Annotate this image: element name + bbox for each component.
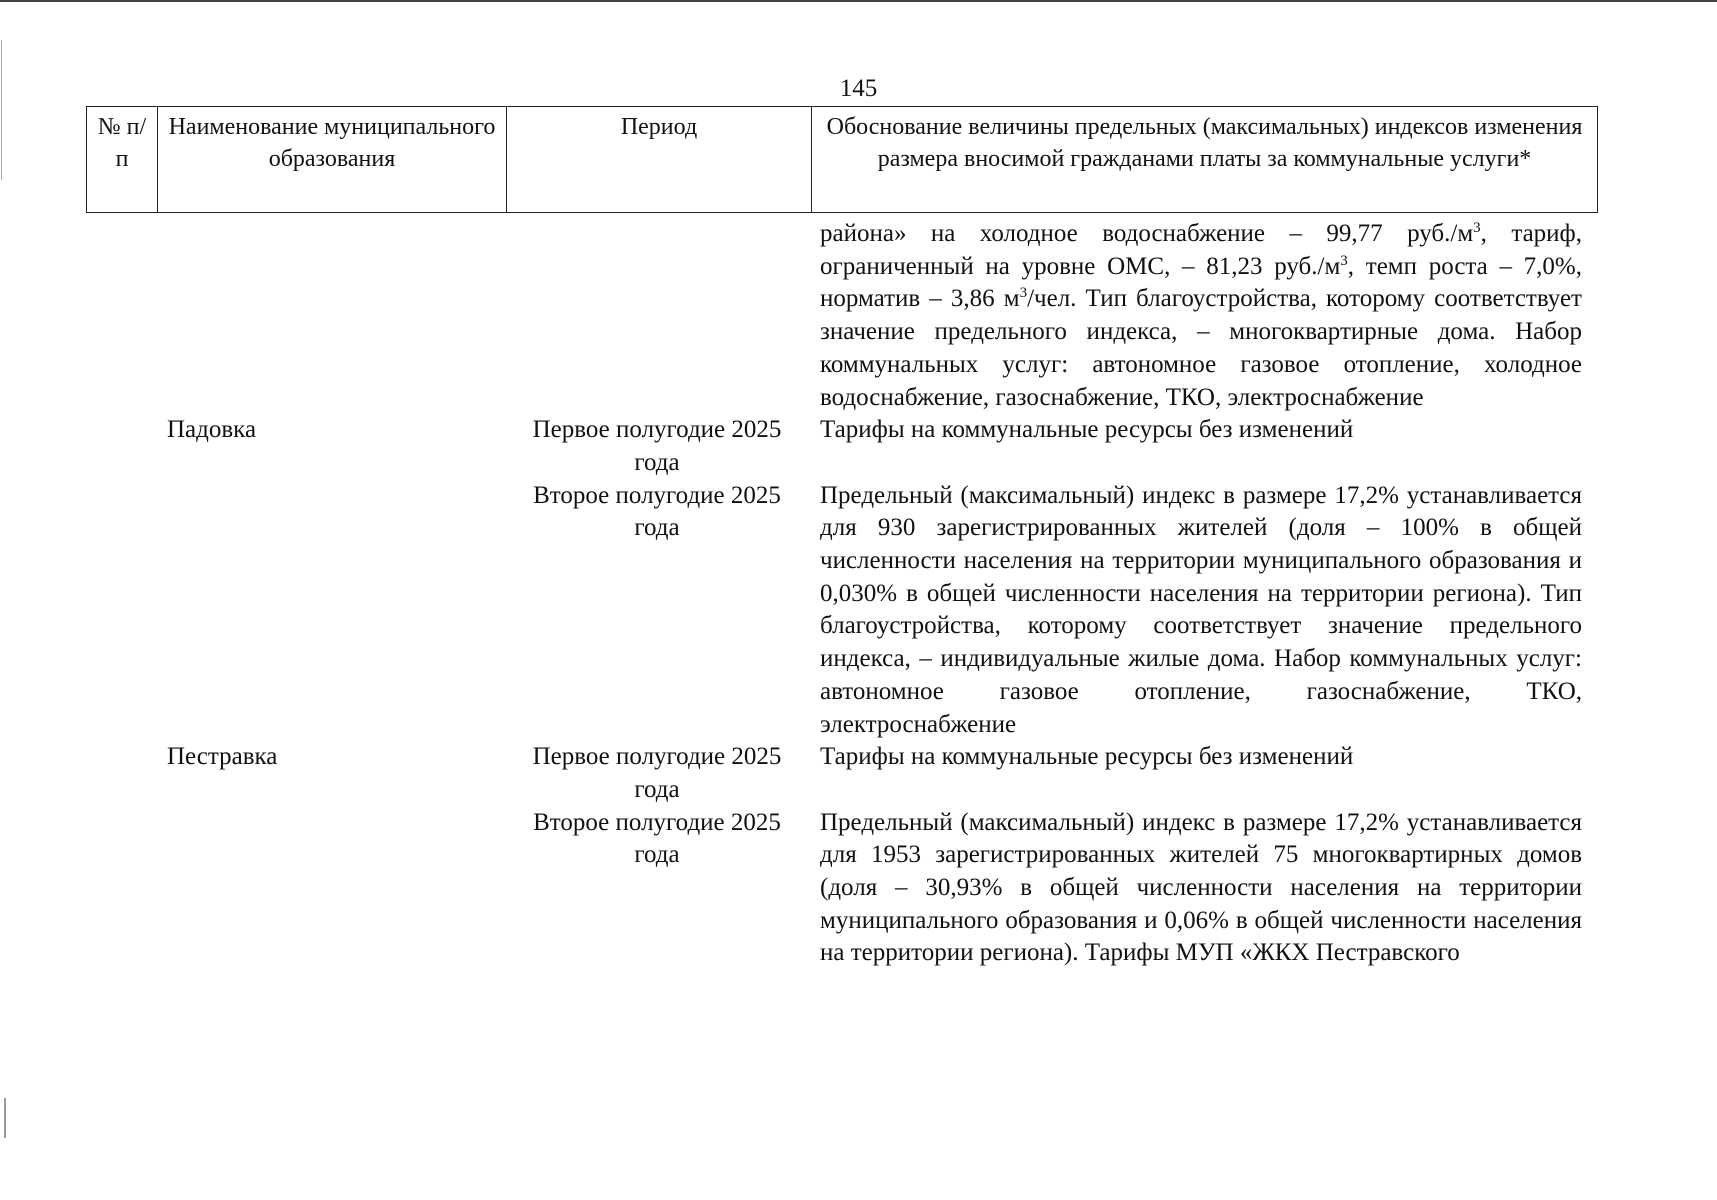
header-col-basis: Обоснование величины предельных (максимальных) индексов изменения размера вносимой гражданами платы за коммунальные услуги* bbox=[812, 107, 1598, 213]
scan-top-edge bbox=[0, 0, 1717, 2]
period-first-half: Первое полугодие 2025 года bbox=[532, 416, 782, 476]
superscript-cubic-3: 3 bbox=[1019, 285, 1028, 302]
table-row bbox=[0, 414, 1717, 479]
page-number: 145 bbox=[839, 75, 878, 102]
basis-second-half: Предельный (максимальный) индекс в размере 17,2% устанавливается для 1953 зарегистрированных жителей 75 многоквартирных домов (доля – 30,93% в общей численности населения на территории муниципального образования и 0,06% в общей численности населения на территории региона). Тарифы МУП «ЖКХ Пестравского bbox=[820, 808, 1582, 967]
basis-second-half: Предельный (максимальный) индекс в размере 17,2% устанавливается для 930 зарегистрированных жителей (доля – 100% в общей численности населения на территории муниципального образования и 0,030% в общей численности населения на территории региона). Тип благоустройства, которому соответствует значение предельного индекса, – индивидуальные жилые дома. Набор коммунальных услуг: автономное газовое отопление, газоснабжение, ТКО, электроснабжение bbox=[820, 481, 1582, 738]
continuation-part-1: района» на холодное водоснабжение – 99,77 руб./м bbox=[820, 220, 1474, 247]
header-col-municipality: Наименование муниципального образования bbox=[158, 107, 507, 213]
period-second-half: Второе полугодие 2025 года bbox=[533, 808, 781, 869]
table-header bbox=[86, 106, 1598, 213]
table-row bbox=[0, 807, 1717, 971]
continuation-text bbox=[820, 218, 1582, 414]
continuation-part-3: , темп роста – 7,0%, норматив – 3,86 м bbox=[820, 252, 1583, 313]
continuation-part-2: , тариф, ограниченный на уровне ОМС, – 81,23 руб./м bbox=[820, 220, 1582, 280]
basis-first-half: Тарифы на коммунальные ресурсы без изменений bbox=[820, 416, 1354, 444]
superscript-cubic-1: 3 bbox=[1473, 220, 1481, 236]
period-second-half: Второе полугодие 2025 года bbox=[533, 481, 781, 542]
scan-left-edge bbox=[1, 40, 2, 180]
table-header-row bbox=[87, 107, 1598, 213]
basis-first-half: Тарифы на коммунальные ресурсы без изменений bbox=[820, 743, 1354, 771]
header-col-period: Период bbox=[507, 107, 812, 213]
table-row bbox=[0, 741, 1717, 806]
scan-margin-mark bbox=[4, 1098, 6, 1138]
municipality-name: Пестравка bbox=[167, 743, 278, 771]
table-body bbox=[0, 218, 1717, 970]
municipality-name: Падовка bbox=[167, 416, 257, 444]
superscript-cubic-2: 3 bbox=[1340, 252, 1348, 269]
table-row bbox=[0, 480, 1717, 742]
period-first-half: Первое полугодие 2025 года bbox=[532, 743, 782, 803]
continuation-part-4: /чел. Тип благоустройства, которому соответствует значение предельного индекса, – многоквартирные дома. Набор коммунальных услуг: автономное газовое отопление, холодное водоснабжение, газоснабжение, ТКО, электроснабжение bbox=[820, 285, 1582, 411]
header-col-number: № п/п bbox=[87, 107, 158, 213]
continuation-row bbox=[0, 218, 1717, 414]
